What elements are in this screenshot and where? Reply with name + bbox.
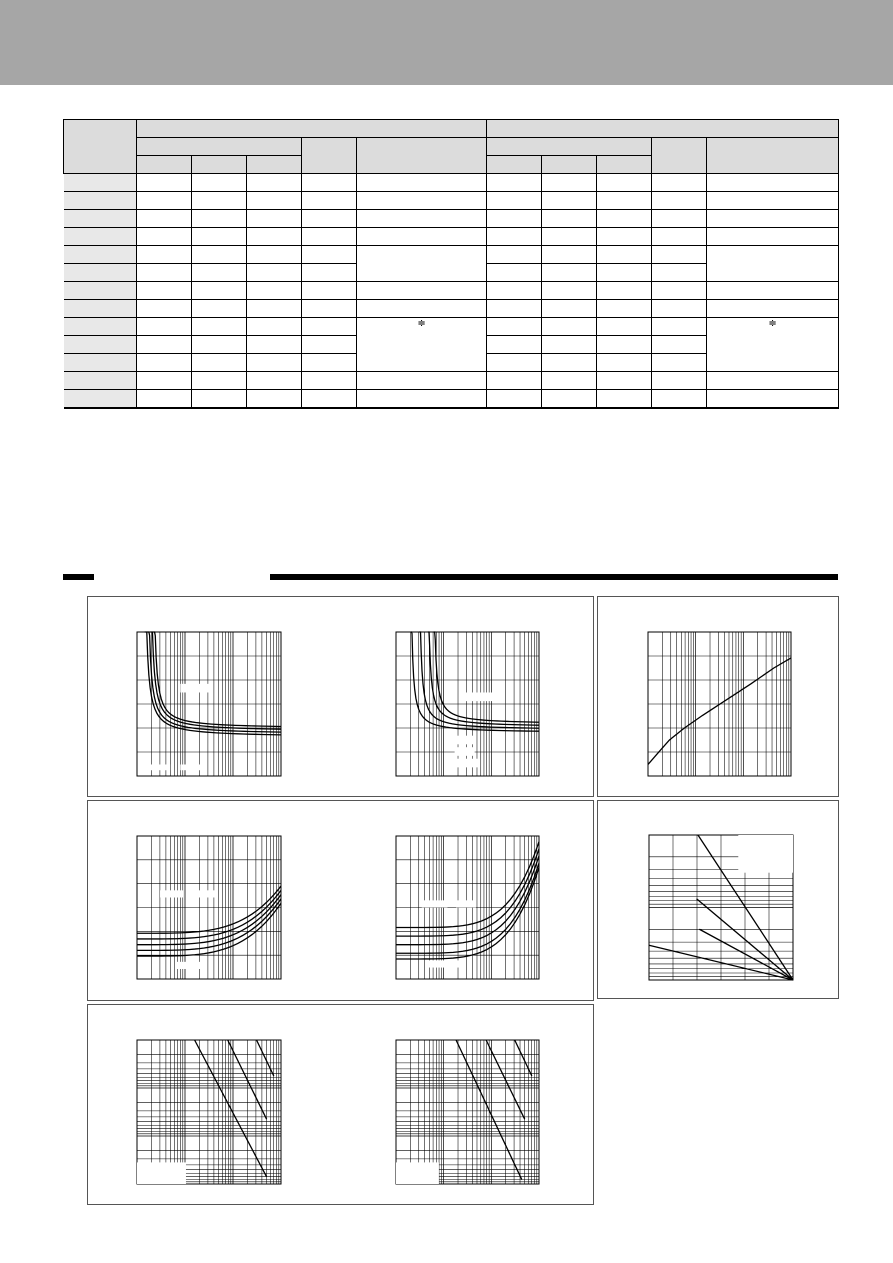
label-mask [738,835,793,873]
table-cell [652,174,707,192]
curve-line [428,632,540,725]
label-mask [180,764,206,770]
table-cell [707,228,839,246]
table-cell [137,210,192,228]
row-label-cell [64,282,137,300]
table-cell [247,354,302,372]
table-cell [302,282,357,300]
table-cell [542,282,597,300]
table-cell [302,318,357,336]
table-cell [247,372,302,390]
table-cell [302,192,357,210]
table-header-row [64,120,839,138]
curve-line [515,1040,532,1076]
table-cell [137,192,192,210]
table-cell [192,354,247,372]
table-cell [597,246,652,264]
table-cell [302,372,357,390]
label-mask [455,747,475,756]
table-cell [597,228,652,246]
table-subheader-cell [542,156,597,174]
table-cell-approx [707,318,839,372]
row-label-cell [64,300,137,318]
table-cell [542,300,597,318]
table-cell [652,246,707,264]
table-cell [192,228,247,246]
table-cell [597,336,652,354]
curve-line [396,863,539,953]
curve-line [257,1040,274,1076]
table-cell [357,372,487,390]
table-cell [487,264,542,282]
table-cell [597,210,652,228]
table-cell [302,246,357,264]
table-cell [137,336,192,354]
table-cell [597,192,652,210]
table-cell [487,336,542,354]
label-mask [429,960,463,967]
table-cell [597,300,652,318]
table-cell [247,300,302,318]
table-cell [597,390,652,409]
table-cell [357,282,487,300]
table-cell [487,318,542,336]
row-label-cell [64,390,137,409]
table-cell [247,282,302,300]
row-label-cell [64,228,137,246]
graph-3 [648,632,791,776]
table-cell [302,390,357,409]
curve-line [396,849,539,936]
curve-line [137,890,281,939]
graph-6 [649,835,793,980]
table-cell-merged [707,246,839,282]
table-cell [247,264,302,282]
table-row [64,210,839,228]
table-cell [357,174,487,192]
table-cell [707,300,839,318]
table-subheader-cell [707,138,839,174]
graph-1 [137,632,281,776]
section-rule-right [270,574,838,580]
section-rule-left [63,574,94,580]
table-row [64,300,839,318]
label-mask [180,684,212,693]
graph-4 [137,836,281,979]
spec-table-body [64,120,839,409]
table-cell [707,372,839,390]
graph-7 [137,1040,281,1184]
table-cell [542,336,597,354]
table-cell [137,354,192,372]
label-mask [195,890,215,897]
curve-line [699,929,793,980]
table-cell [302,228,357,246]
table-cell [247,174,302,192]
table-cell [597,282,652,300]
table-cell [652,282,707,300]
table-cell [652,336,707,354]
table-subheader-cell [487,138,652,156]
table-cell [137,228,192,246]
label-mask [176,962,202,969]
curve-line [648,658,791,765]
table-cell [357,210,487,228]
label-mask [456,900,476,907]
table-cell [597,264,652,282]
table-cell [192,300,247,318]
approx-symbol: ≑ [768,318,777,329]
table-cell [192,390,247,409]
table-row [64,390,839,409]
label-mask [396,1162,439,1184]
graph-2 [396,632,539,776]
table-cell [542,318,597,336]
table-cell [192,318,247,336]
table-cell [137,174,192,192]
table-subheader-cell [487,156,542,174]
table-row [64,174,839,192]
table-subheader-cell [652,138,707,174]
table-cell [137,282,192,300]
table-group-header-right [487,120,839,138]
table-cell [137,372,192,390]
table-cell [652,390,707,409]
curve-line [228,1040,267,1119]
table-cell [487,282,542,300]
table-cell [192,372,247,390]
table-cell [542,354,597,372]
curve-line [137,895,281,945]
table-cell [302,300,357,318]
table-cell [357,192,487,210]
table-cell [302,210,357,228]
table-cell [302,174,357,192]
table-cell [597,318,652,336]
table-cell [542,210,597,228]
table-cell [302,354,357,372]
label-mask [137,1162,186,1184]
curve-line [396,842,539,928]
table-cell [192,246,247,264]
table-group-header-left [137,120,487,138]
table-cell [487,300,542,318]
curve-line [137,899,281,950]
table-cell [247,210,302,228]
table-cell [652,300,707,318]
table-corner-cell [64,120,137,174]
table-cell-approx [357,318,487,372]
table-cell [542,390,597,409]
table-subheader-cell [597,156,652,174]
table-cell [652,192,707,210]
label-mask [455,759,481,768]
table-cell [192,174,247,192]
table-cell [247,246,302,264]
table-subheader-cell [302,138,357,174]
curve-line [153,632,281,726]
table-cell [357,228,487,246]
table-cell [357,390,487,409]
table-cell [652,264,707,282]
label-mask [160,890,183,897]
table-cell [487,390,542,409]
table-subheader-cell [137,156,192,174]
row-label-cell [64,210,137,228]
table-cell [707,174,839,192]
table-cell [247,228,302,246]
table-cell [487,372,542,390]
label-mask [144,764,170,770]
table-row [64,246,839,264]
table-cell [707,390,839,409]
row-label-cell [64,336,137,354]
curve-line [148,632,282,732]
table-cell [542,228,597,246]
graph-8 [396,1040,539,1184]
table-row [64,372,839,390]
table-cell [302,264,357,282]
table-cell [247,390,302,409]
row-label-cell [64,372,137,390]
row-label-cell [64,174,137,192]
table-cell [542,264,597,282]
table-cell [597,372,652,390]
table-row [64,318,839,336]
table-cell [652,372,707,390]
table-row [64,192,839,210]
table-cell [137,264,192,282]
table-cell [192,210,247,228]
table-cell [302,336,357,354]
table-cell [707,192,839,210]
table-cell [487,354,542,372]
table-cell [487,246,542,264]
table-cell [247,192,302,210]
table-cell [137,246,192,264]
table-cell [137,390,192,409]
table-cell [597,354,652,372]
table-subheader-cell [192,156,247,174]
label-mask [455,736,475,745]
table-cell [542,246,597,264]
table-cell [542,372,597,390]
row-label-cell [64,192,137,210]
row-label-cell [64,264,137,282]
table-cell [192,264,247,282]
table-cell [542,174,597,192]
label-mask [463,692,497,701]
table-cell [652,228,707,246]
table-cell [487,174,542,192]
table-cell [247,318,302,336]
row-label-cell [64,246,137,264]
spec-table [63,119,839,409]
table-cell [652,354,707,372]
table-cell [487,228,542,246]
table-cell [542,192,597,210]
table-cell [357,300,487,318]
table-subheader-cell [247,156,302,174]
table-subheader-cell [137,138,302,156]
table-cell [652,210,707,228]
curve-line [486,1040,525,1119]
table-cell [137,318,192,336]
table-cell-merged [357,246,487,282]
table-cell [487,210,542,228]
table-subheader-cell [357,138,487,174]
table-row [64,282,839,300]
table-cell [192,282,247,300]
graph-5 [396,836,539,979]
table-header-row [64,138,839,156]
table-cell [652,318,707,336]
table-cell [487,192,542,210]
table-row [64,228,839,246]
row-label-cell [64,318,137,336]
label-mask [422,900,448,907]
header-band [0,0,893,85]
table-cell [707,210,839,228]
table-cell [192,336,247,354]
table-cell [137,300,192,318]
row-label-cell [64,354,137,372]
table-cell [192,192,247,210]
approx-symbol: ≑ [417,318,426,329]
table-cell [247,336,302,354]
table-cell [597,174,652,192]
table-cell [707,282,839,300]
